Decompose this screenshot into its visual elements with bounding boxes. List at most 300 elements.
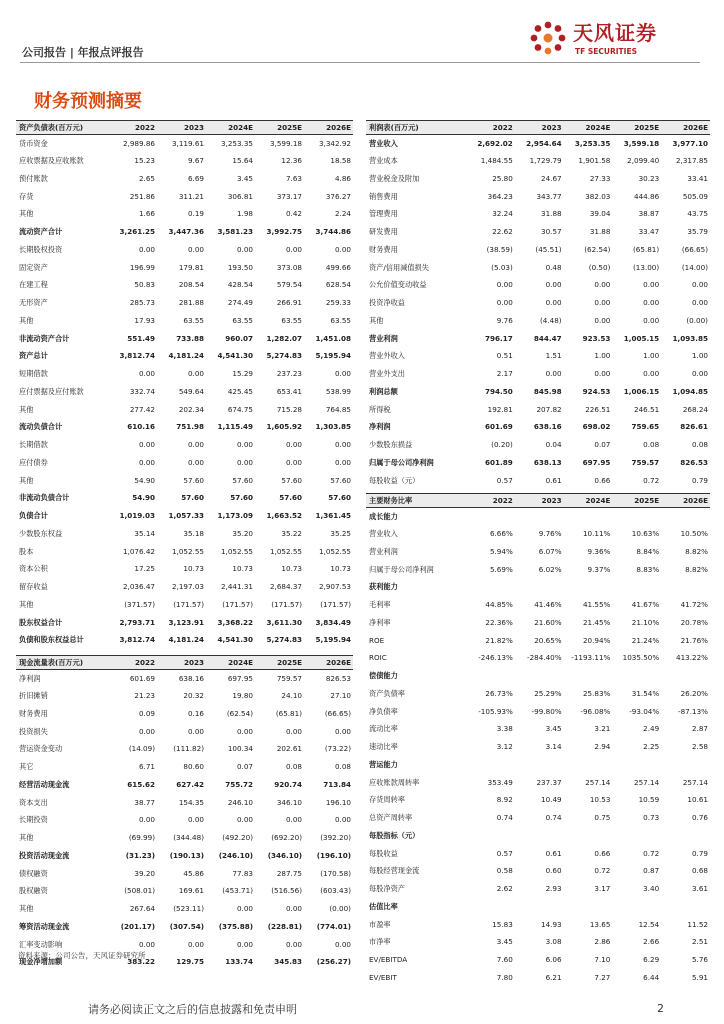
cell-value: 1035.50% xyxy=(622,653,660,663)
cell-value: -99.80% xyxy=(531,706,562,716)
cell-value: (492.20) xyxy=(222,833,253,843)
table-row xyxy=(366,170,710,188)
cell-value: 1,005.15 xyxy=(623,333,660,343)
table-row xyxy=(16,794,353,812)
cell-value: 1,052.55 xyxy=(318,546,351,556)
cell-value: 3,599.18 xyxy=(269,138,302,148)
cell-value: 844.47 xyxy=(533,333,562,343)
cell-value: 697.95 xyxy=(582,457,611,467)
table-row xyxy=(16,472,353,490)
cell-value: 2.93 xyxy=(545,884,562,894)
cell-value: 9.76 xyxy=(496,315,513,325)
table-row xyxy=(16,383,353,401)
table-row xyxy=(16,812,353,830)
cell-value: 3.14 xyxy=(545,742,562,752)
cell-value: 179.81 xyxy=(178,262,204,272)
table-row xyxy=(16,188,353,206)
table-row xyxy=(16,365,353,383)
cell-value: (603.43) xyxy=(320,886,351,896)
cell-value: 41.67% xyxy=(631,600,660,610)
cell-value: -105.93% xyxy=(478,706,513,716)
cell-value xyxy=(466,898,515,916)
cell-value: 1,484.55 xyxy=(480,156,513,166)
cell-value: 0.58 xyxy=(496,866,513,876)
table-row xyxy=(366,294,710,312)
cell-value: 17.93 xyxy=(134,315,155,325)
cell-value: 15.23 xyxy=(134,156,155,166)
row-label: 少数股东损益 xyxy=(369,440,413,450)
cell-value: 346.10 xyxy=(276,797,302,807)
cell-value: 0.00 xyxy=(594,280,611,290)
cell-value: 8.92 xyxy=(496,795,513,805)
cell-value: 9.36% xyxy=(587,546,611,556)
cell-value: 5.76 xyxy=(691,955,708,965)
cell-value: 1,093.85 xyxy=(672,333,708,343)
table-row xyxy=(16,578,353,596)
row-label: 现金净增加额 xyxy=(19,957,63,967)
cell-value: 2.25 xyxy=(643,742,660,752)
table-header-row xyxy=(366,494,710,508)
cell-value: 6.69 xyxy=(187,173,204,183)
cell-value: 759.65 xyxy=(631,422,660,432)
row-label: 资本公积 xyxy=(19,564,48,574)
cell-value: 10.53 xyxy=(589,795,611,805)
row-label: 长期借款 xyxy=(19,440,48,450)
cell-value xyxy=(612,827,661,845)
cell-value xyxy=(612,898,661,916)
cell-value: 1,901.58 xyxy=(578,156,611,166)
row-label: 非流动资产合计 xyxy=(19,333,70,343)
cell-value: 20.94% xyxy=(582,635,611,645)
cell-value: 615.62 xyxy=(127,779,155,789)
table-row xyxy=(16,705,353,723)
row-label: 应收账款周转率 xyxy=(369,777,420,787)
cell-value: 3,744.86 xyxy=(315,227,351,237)
cell-value: 2,099.40 xyxy=(627,156,660,166)
cell-value: 246.51 xyxy=(634,404,660,414)
cell-value: 19.80 xyxy=(232,691,253,701)
cell-value: 10.73 xyxy=(281,564,302,574)
table-row xyxy=(366,152,710,170)
cell-value: 0.19 xyxy=(187,209,204,219)
cell-value: 6.44 xyxy=(643,972,660,982)
cell-value: 208.54 xyxy=(178,280,204,290)
table-row xyxy=(366,650,710,668)
cell-value: 45.86 xyxy=(183,868,204,878)
cell-value: 444.86 xyxy=(634,191,660,201)
cell-value: 0.00 xyxy=(334,815,351,825)
cell-value: 3,447.36 xyxy=(168,227,204,237)
cell-value: 18.58 xyxy=(330,156,351,166)
cell-value: 794.50 xyxy=(485,386,513,396)
table-row xyxy=(366,827,710,845)
cell-value: 0.00 xyxy=(545,369,562,379)
cell-value: 1,006.15 xyxy=(623,386,660,396)
cell-value: 20.65% xyxy=(534,635,562,645)
cell-value: (453.71) xyxy=(222,886,253,896)
cell-value: 764.85 xyxy=(325,404,351,414)
cell-value: 57.60 xyxy=(183,475,204,485)
company-logo xyxy=(527,14,707,60)
cell-value xyxy=(466,827,515,845)
table-row xyxy=(16,152,353,170)
table-row xyxy=(366,579,710,597)
cell-value: 4.86 xyxy=(334,173,351,183)
table-row xyxy=(366,596,710,614)
cell-value: 0.00 xyxy=(138,726,155,736)
cell-value xyxy=(564,898,613,916)
row-label: 每股收益（元） xyxy=(369,475,420,485)
cell-value: 1,361.45 xyxy=(315,511,351,521)
cell-value: 3.45 xyxy=(545,724,562,734)
cell-value: 35.79 xyxy=(687,227,708,237)
cell-value: 920.74 xyxy=(274,779,302,789)
cell-value xyxy=(564,508,613,526)
cell-value xyxy=(612,508,661,526)
row-label: 营运资金变动 xyxy=(19,744,63,754)
table-row xyxy=(366,312,710,330)
cell-value: 21.23 xyxy=(134,691,155,701)
cell-value: (256.27) xyxy=(316,957,351,967)
cell-value: (171.57) xyxy=(222,599,253,609)
cell-value: 0.00 xyxy=(643,280,660,290)
table-row xyxy=(366,685,710,703)
cell-value xyxy=(466,508,515,526)
row-label: 获利能力 xyxy=(369,582,398,592)
cell-value: 237.23 xyxy=(276,369,302,379)
table-row xyxy=(16,829,353,847)
cell-value: 826.53 xyxy=(325,673,351,683)
table-row xyxy=(366,792,710,810)
year-header: 2026E xyxy=(304,656,353,670)
table-row xyxy=(366,632,710,650)
cell-value: 3,123.91 xyxy=(168,617,204,627)
cell-value: 0.74 xyxy=(496,813,513,823)
cell-value: 3.12 xyxy=(496,742,513,752)
cell-value: 2.87 xyxy=(691,724,708,734)
table-row xyxy=(366,738,710,756)
cell-value: 0.72 xyxy=(643,848,660,858)
row-label: 预付账款 xyxy=(19,173,48,183)
cell-value: 192.81 xyxy=(487,404,513,414)
cell-value: (14.09) xyxy=(128,744,155,754)
cell-value: 2.86 xyxy=(594,937,611,947)
cell-value: 169.61 xyxy=(178,886,204,896)
cell-value: 759.57 xyxy=(276,673,302,683)
cell-value: 54.90 xyxy=(134,475,155,485)
cell-value: 41.46% xyxy=(534,600,562,610)
cell-value: 638.16 xyxy=(533,422,562,432)
row-label: 股东权益合计 xyxy=(19,617,63,627)
cell-value: 1,663.52 xyxy=(266,511,302,521)
cell-value: 845.98 xyxy=(533,386,562,396)
row-label: 净负债率 xyxy=(369,706,398,716)
table-row xyxy=(16,330,353,348)
row-label: 净利率 xyxy=(369,617,391,627)
cell-value: 5.91 xyxy=(691,972,708,982)
cell-value: 6.66% xyxy=(489,529,513,539)
row-label: 财务费用 xyxy=(369,244,398,254)
cell-value: 1,451.08 xyxy=(315,333,351,343)
cell-value: 44.85% xyxy=(485,600,513,610)
cell-value: 538.99 xyxy=(325,386,351,396)
cell-value: (375.88) xyxy=(218,921,253,931)
cell-value: 1,605.92 xyxy=(266,422,302,432)
cell-value: 10.63% xyxy=(631,529,660,539)
cell-value: 5,274.83 xyxy=(266,635,302,645)
cell-value: 2.51 xyxy=(691,937,708,947)
cell-value: 22.62 xyxy=(492,227,513,237)
row-label: 营业收入 xyxy=(369,138,398,148)
cell-value: 3,834.49 xyxy=(315,617,351,627)
row-label: 资本支出 xyxy=(19,797,48,807)
cell-value: 0.66 xyxy=(594,848,611,858)
year-header: 2026E xyxy=(661,494,710,508)
cell-value: 0.08 xyxy=(643,440,660,450)
cell-value: 202.34 xyxy=(178,404,204,414)
cell-value: (0.00) xyxy=(329,904,351,914)
row-label: 资产总计 xyxy=(19,351,48,361)
cell-value: 7.27 xyxy=(594,972,611,982)
table-row xyxy=(366,561,710,579)
cell-value: 697.95 xyxy=(227,673,253,683)
cell-value: 6.07% xyxy=(538,546,562,556)
cell-value: 0.08 xyxy=(334,762,351,772)
row-label: 利润总额 xyxy=(369,386,398,396)
cell-value: (344.48) xyxy=(173,833,204,843)
cell-value: (66.65) xyxy=(681,244,708,254)
cell-value: (171.57) xyxy=(173,599,204,609)
cell-value: 0.00 xyxy=(334,457,351,467)
cell-value: 6.29 xyxy=(643,955,660,965)
row-label: 其他 xyxy=(19,833,34,843)
year-header: 2025E xyxy=(612,121,661,135)
row-label: 固定资产 xyxy=(19,262,48,272)
page-number: 2 xyxy=(657,1002,664,1015)
cell-value: 251.86 xyxy=(129,191,155,201)
table-row xyxy=(366,880,710,898)
cell-value: 306.81 xyxy=(227,191,253,201)
cell-value: (0.00) xyxy=(686,315,708,325)
row-label: 市净率 xyxy=(369,937,391,947)
cell-value: (66.65) xyxy=(324,708,351,718)
row-label: 债权融资 xyxy=(19,868,48,878)
cell-value: 7.63 xyxy=(285,173,302,183)
row-label: 折旧摊销 xyxy=(19,691,48,701)
cell-value: 601.69 xyxy=(129,673,155,683)
row-label: 短期借款 xyxy=(19,369,48,379)
cell-value: 57.60 xyxy=(279,493,302,503)
cell-value: (523.11) xyxy=(173,904,204,914)
cell-value: 226.51 xyxy=(585,404,611,414)
cell-value: 63.55 xyxy=(330,315,351,325)
cell-value: 0.00 xyxy=(236,440,253,450)
table-row xyxy=(366,969,710,987)
row-label: 净利润 xyxy=(369,422,391,432)
cell-value: 21.10% xyxy=(631,617,660,627)
cell-value: 22.36% xyxy=(485,617,513,627)
row-label: 公允价值变动收益 xyxy=(369,280,427,290)
cell-value: 0.00 xyxy=(138,244,155,254)
cell-value: 5,195.94 xyxy=(315,635,351,645)
cell-value: 133.74 xyxy=(225,957,253,967)
cell-value: 0.00 xyxy=(236,904,253,914)
cell-value: 35.20 xyxy=(232,528,253,538)
cell-value: 202.61 xyxy=(276,744,302,754)
cell-value: 383.22 xyxy=(127,957,155,967)
cell-value xyxy=(466,667,515,685)
cell-value: 129.75 xyxy=(176,957,204,967)
cell-value: 610.16 xyxy=(127,422,155,432)
cell-value: -284.40% xyxy=(527,653,562,663)
cell-value: 10.11% xyxy=(582,529,611,539)
cell-value xyxy=(515,756,564,774)
cell-value: 39.04 xyxy=(589,209,611,219)
table-row xyxy=(16,401,353,419)
cell-value: 0.08 xyxy=(285,762,302,772)
cell-value: 6.02% xyxy=(538,564,562,574)
table-row xyxy=(16,614,353,632)
cell-value: 4,181.24 xyxy=(168,351,204,361)
cell-value: 0.00 xyxy=(285,244,302,254)
table-title: 主要财务比率 xyxy=(366,494,466,508)
cell-value: 10.73 xyxy=(330,564,351,574)
logo-name-cn: 天风证券 xyxy=(573,21,657,45)
cell-value: 2,989.86 xyxy=(122,138,155,148)
row-label: 管理费用 xyxy=(369,209,398,219)
cell-value: 80.60 xyxy=(183,762,204,772)
cell-value: 2.24 xyxy=(334,209,351,219)
cell-value: (45.51) xyxy=(535,244,562,254)
cell-value: 2.62 xyxy=(496,884,513,894)
table-row xyxy=(16,543,353,561)
row-label: 每股收益 xyxy=(369,848,398,858)
cell-value: 39.20 xyxy=(134,868,155,878)
cell-value: (38.59) xyxy=(486,244,513,254)
row-label: 筹资活动现金流 xyxy=(19,921,70,931)
cell-value: 41.72% xyxy=(680,600,708,610)
table-row xyxy=(16,525,353,543)
cell-value xyxy=(515,898,564,916)
row-label: 归属于母公司净利润 xyxy=(369,457,434,467)
cell-value: 1,282.07 xyxy=(266,333,302,343)
cell-value: 0.04 xyxy=(545,440,562,450)
cell-value: 2,197.03 xyxy=(171,582,204,592)
cell-value: 277.42 xyxy=(129,404,155,414)
cell-value: 628.54 xyxy=(325,280,351,290)
cell-value: 7.10 xyxy=(594,955,611,965)
cell-value: (4.48) xyxy=(539,315,562,325)
cell-value: 4,181.24 xyxy=(168,635,204,645)
cell-value: 0.00 xyxy=(285,815,302,825)
cell-value: 579.54 xyxy=(276,280,302,290)
row-label: 市盈率 xyxy=(369,919,391,929)
cell-value: 0.61 xyxy=(545,475,562,485)
table-row xyxy=(366,401,710,419)
row-label: 存货周转率 xyxy=(369,795,405,805)
balance-sheet-table xyxy=(16,120,353,649)
cell-value: 25.29% xyxy=(534,688,562,698)
page-title: 财务预测摘要 xyxy=(34,91,142,112)
table-row xyxy=(366,188,710,206)
cell-value: 1,173.09 xyxy=(217,511,253,521)
year-header: 2024E xyxy=(564,494,613,508)
cell-value: 3.40 xyxy=(643,884,660,894)
cell-value: 3,368.22 xyxy=(217,617,253,627)
cell-value: 8.82% xyxy=(685,564,708,574)
cell-value: 924.53 xyxy=(582,386,611,396)
row-label: 流动资产合计 xyxy=(19,227,63,237)
cell-value: 549.64 xyxy=(178,386,204,396)
row-label: 财务费用 xyxy=(19,708,48,718)
cell-value: 2,793.71 xyxy=(119,617,155,627)
cell-value: 257.14 xyxy=(634,777,660,787)
table-row xyxy=(16,135,353,153)
cell-value: 3,253.35 xyxy=(220,138,253,148)
cell-value: -93.04% xyxy=(629,706,660,716)
row-label: 少数股东权益 xyxy=(19,528,63,538)
cell-value: 1,729.79 xyxy=(529,156,562,166)
cell-value: 5,274.83 xyxy=(266,351,302,361)
cell-value: 0.75 xyxy=(594,813,611,823)
cell-value: 0.09 xyxy=(138,708,155,718)
row-label: 存货 xyxy=(19,191,34,201)
row-label: 股本 xyxy=(19,546,34,556)
cell-value: 50.83 xyxy=(134,280,155,290)
cell-value: 0.57 xyxy=(496,475,513,485)
cell-value: 10.59 xyxy=(638,795,660,805)
cell-value: 2,692.02 xyxy=(477,138,513,148)
cell-value: 3,812.74 xyxy=(119,351,155,361)
year-header: 2024E xyxy=(564,121,613,135)
row-label: 留存收益 xyxy=(19,582,48,592)
table-row xyxy=(16,490,353,508)
table-row xyxy=(16,259,353,277)
cell-value: 32.24 xyxy=(492,209,513,219)
year-header: 2023 xyxy=(157,656,206,670)
cell-value: 0.57 xyxy=(496,848,513,858)
row-label: 销售费用 xyxy=(369,191,398,201)
cell-value: 0.00 xyxy=(643,369,660,379)
cell-value: (62.54) xyxy=(226,708,253,718)
cell-value: 21.24% xyxy=(631,635,660,645)
cell-value: 21.82% xyxy=(485,635,513,645)
cell-value: 154.35 xyxy=(178,797,204,807)
cell-value: 638.16 xyxy=(178,673,204,683)
table-row xyxy=(366,436,710,454)
table-row xyxy=(366,365,710,383)
cell-value: 1.51 xyxy=(545,351,562,361)
table-row xyxy=(366,916,710,934)
cell-value: (508.01) xyxy=(124,886,155,896)
cell-value: 0.00 xyxy=(594,369,611,379)
cash-flow-table xyxy=(16,655,353,971)
cell-value: 8.84% xyxy=(636,546,660,556)
cell-value: 0.00 xyxy=(285,726,302,736)
row-label: 其他 xyxy=(19,475,34,485)
cell-value: 0.48 xyxy=(545,262,562,272)
table-row xyxy=(366,454,710,472)
table-row xyxy=(16,241,353,259)
row-label: 经营活动现金流 xyxy=(19,779,70,789)
cell-value: 0.00 xyxy=(334,244,351,254)
table-title: 现金流量表(百万元) xyxy=(16,656,108,670)
table-row xyxy=(16,206,353,224)
cell-value: 960.07 xyxy=(225,333,253,343)
row-label: 毛利率 xyxy=(369,600,391,610)
row-label: 长期股权投资 xyxy=(19,244,63,254)
cell-value: 26.73% xyxy=(485,688,513,698)
